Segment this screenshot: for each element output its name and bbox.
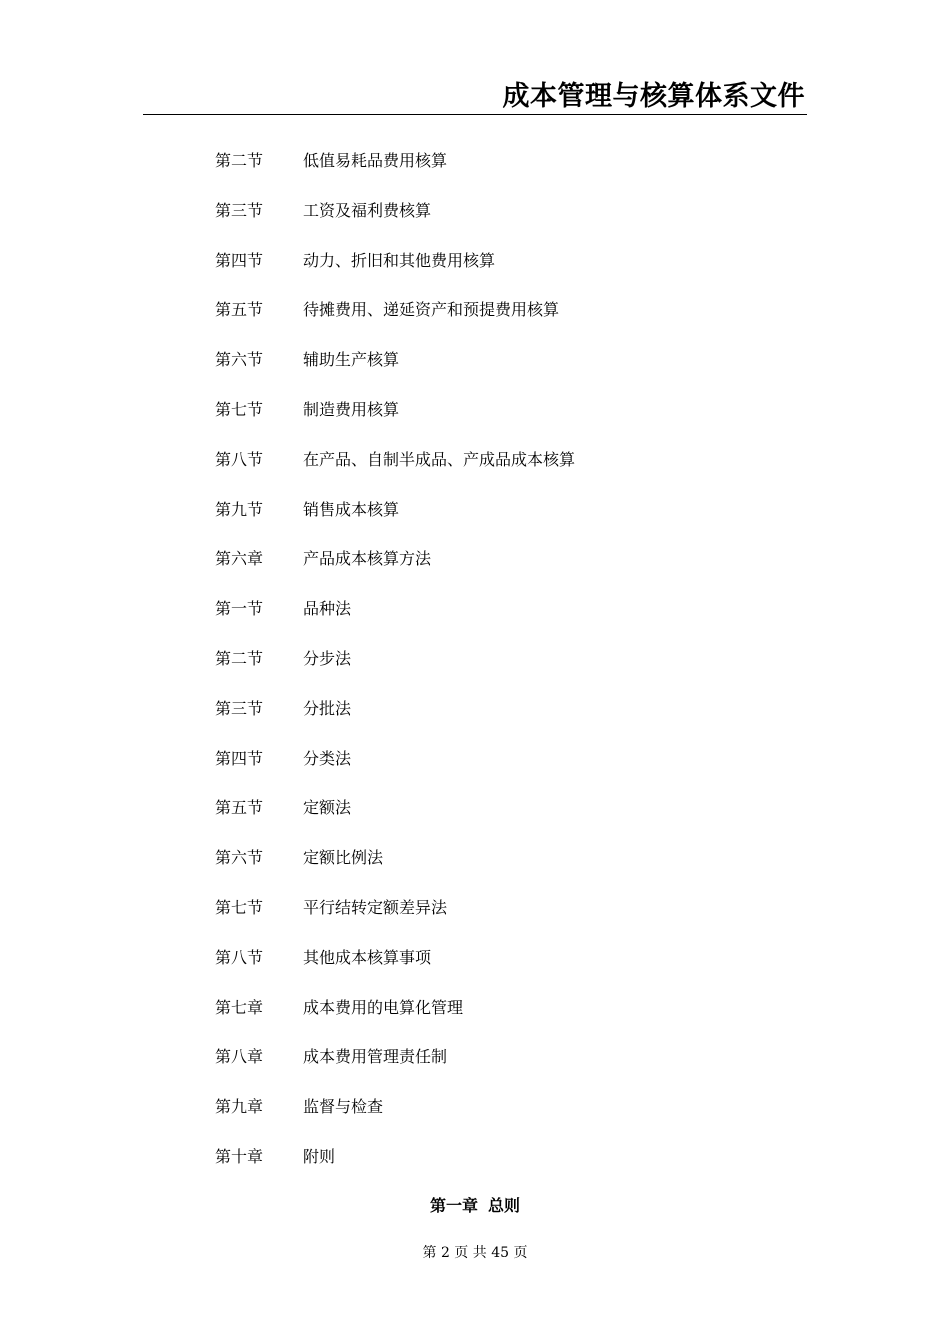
toc-entry-title: 辅助生产核算 [303,350,400,370]
toc-entry-title: 分类法 [303,748,352,768]
toc-entry [215,1141,815,1191]
toc-entry-title: 监督与检查 [303,1097,384,1117]
toc-entry-label: 第九章 [215,1097,264,1117]
toc-entry-title: 定额法 [303,798,352,818]
toc-entry-title: 在产品、自制半成品、产成品成本核算 [303,449,576,469]
document-title: 成本管理与核算体系文件 [502,81,805,112]
toc-entry-label: 第九节 [215,499,264,519]
toc-entry-label: 第五节 [215,300,264,320]
toc-entry [215,743,815,793]
page-header [143,78,807,115]
toc-entry-title: 平行结转定额差异法 [303,897,448,917]
toc-entry-label: 第一节 [215,599,264,619]
toc-entry-label: 第三节 [215,200,264,220]
toc-entry-title: 分批法 [303,698,352,718]
toc-entry [215,245,815,295]
toc-entry [215,394,815,444]
toc-entry-title: 定额比例法 [303,848,384,868]
toc-entry-title: 产品成本核算方法 [303,549,432,569]
toc-entry-title: 成本费用的电算化管理 [303,997,464,1017]
toc-entry [215,942,815,992]
toc-entry [215,543,815,593]
toc-entry-title: 待摊费用、递延资产和预提费用核算 [303,300,560,320]
toc-entry-label: 第七节 [215,399,264,419]
toc-entry-label: 第二节 [215,648,264,668]
toc-entry [215,1041,815,1091]
toc-entry-label: 第五节 [215,798,264,818]
toc-entry-label: 第八节 [215,449,264,469]
toc-entry-label: 第六节 [215,350,264,370]
toc-entry-label: 第三节 [215,698,264,718]
toc-entry-title: 成本费用管理责任制 [303,1047,448,1067]
toc-entry [215,792,815,842]
toc-entry-label: 第七章 [215,997,264,1017]
toc-entry [215,294,815,344]
toc-entry [215,344,815,394]
toc-entry [215,992,815,1042]
toc-entry [215,494,815,544]
toc-entry [215,1091,815,1141]
toc-entry [215,892,815,942]
toc-entry-label: 第八章 [215,1047,264,1067]
toc-entry-label: 第八节 [215,947,264,967]
toc-entry [215,593,815,643]
toc-entry-title: 分步法 [303,648,352,668]
toc-entry [215,693,815,743]
toc-entry-title: 其他成本核算事项 [303,947,432,967]
chapter-heading-label: 第一章 [429,1196,478,1215]
toc-entry-title: 制造费用核算 [303,399,400,419]
toc-entry-title: 销售成本核算 [303,499,400,519]
table-of-contents [215,145,815,1191]
chapter-heading [0,1192,950,1220]
toc-entry [215,195,815,245]
toc-entry-label: 第七节 [215,897,264,917]
page-number: 第 2 页 共 45 页 [422,1245,528,1261]
toc-entry-title: 动力、折旧和其他费用核算 [303,250,496,270]
toc-entry-label: 第六章 [215,549,264,569]
toc-entry-title: 品种法 [303,599,352,619]
toc-entry [215,643,815,693]
toc-entry-label: 第四节 [215,748,264,768]
toc-entry-title: 工资及福利费核算 [303,200,432,220]
toc-entry-label: 第十章 [215,1146,264,1166]
toc-entry [215,444,815,494]
toc-entry-label: 第四节 [215,250,264,270]
toc-entry [215,842,815,892]
toc-entry-label: 第二节 [215,151,264,170]
toc-entry-title: 附则 [303,1146,336,1166]
toc-entry-title: 低值易耗品费用核算 [303,151,448,170]
toc-entry [215,145,815,195]
chapter-heading-title: 总则 [488,1196,521,1215]
toc-entry-label: 第六节 [215,848,264,868]
